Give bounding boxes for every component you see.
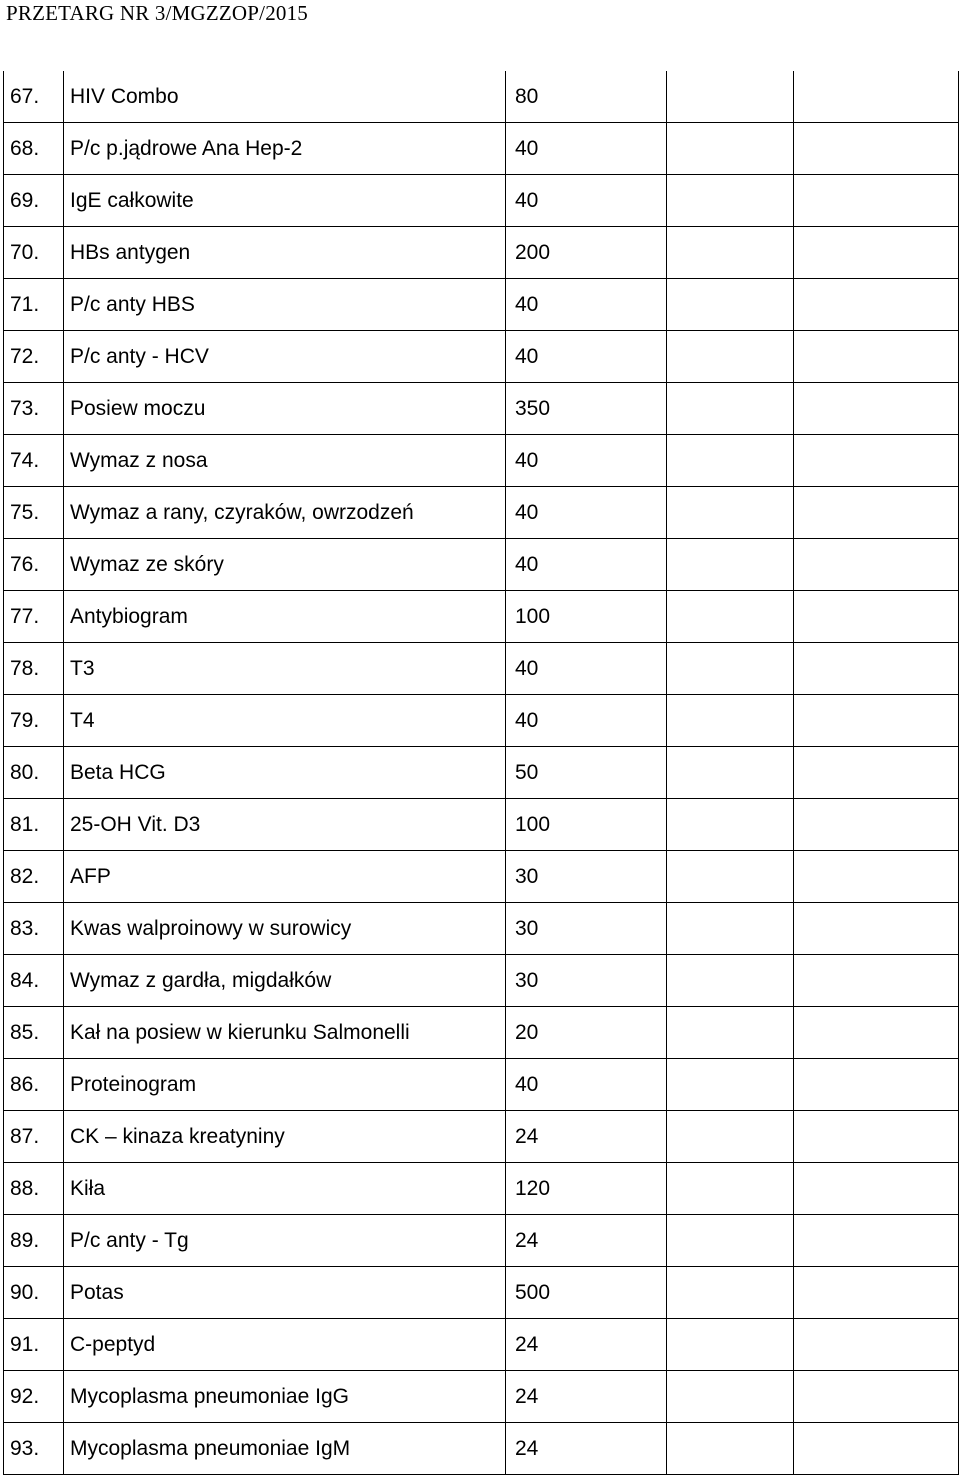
- quantity-cell: 100: [506, 799, 667, 851]
- empty-cell: [667, 1267, 794, 1319]
- test-name-cell: HIV Combo: [64, 71, 506, 123]
- empty-cell: [667, 799, 794, 851]
- empty-cell: [794, 799, 959, 851]
- empty-cell: [667, 955, 794, 1007]
- quantity-cell: 120: [506, 1163, 667, 1215]
- row-number-cell: 93.: [4, 1423, 64, 1475]
- empty-cell: [667, 175, 794, 227]
- empty-cell: [667, 747, 794, 799]
- empty-cell: [794, 1007, 959, 1059]
- quantity-cell: 40: [506, 695, 667, 747]
- row-number-cell: 78.: [4, 643, 64, 695]
- test-name-cell: Kał na posiew w kierunku Salmonelli: [64, 1007, 506, 1059]
- empty-cell: [667, 1059, 794, 1111]
- row-number-cell: 81.: [4, 799, 64, 851]
- table-row: [4, 799, 959, 851]
- empty-cell: [667, 279, 794, 331]
- quantity-cell: 40: [506, 487, 667, 539]
- row-number-cell: 86.: [4, 1059, 64, 1111]
- test-name-cell: Mycoplasma pneumoniae IgG: [64, 1371, 506, 1423]
- test-name-cell: Wymaz ze skóry: [64, 539, 506, 591]
- quantity-cell: 40: [506, 175, 667, 227]
- document-header: PRZETARG NR 3/MGZZOP/2015: [6, 1, 309, 25]
- row-number-cell: 75.: [4, 487, 64, 539]
- empty-cell: [794, 71, 959, 123]
- quantity-cell: 30: [506, 903, 667, 955]
- table-row: [4, 1215, 959, 1267]
- test-name-cell: T3: [64, 643, 506, 695]
- test-name-cell: IgE całkowite: [64, 175, 506, 227]
- empty-cell: [794, 1059, 959, 1111]
- table-row: [4, 123, 959, 175]
- row-number-cell: 68.: [4, 123, 64, 175]
- items-table-body: [4, 71, 959, 1475]
- row-number-cell: 72.: [4, 331, 64, 383]
- table-row: [4, 175, 959, 227]
- empty-cell: [667, 1111, 794, 1163]
- test-name-cell: Proteinogram: [64, 1059, 506, 1111]
- test-name-cell: Beta HCG: [64, 747, 506, 799]
- table-row: [4, 71, 959, 123]
- empty-cell: [667, 487, 794, 539]
- table-row: [4, 851, 959, 903]
- empty-cell: [667, 435, 794, 487]
- row-number-cell: 70.: [4, 227, 64, 279]
- empty-cell: [667, 1007, 794, 1059]
- empty-cell: [794, 175, 959, 227]
- table-row: [4, 331, 959, 383]
- table-row: [4, 643, 959, 695]
- empty-cell: [667, 1215, 794, 1267]
- table-row: [4, 955, 959, 1007]
- empty-cell: [667, 1163, 794, 1215]
- empty-cell: [667, 643, 794, 695]
- empty-cell: [667, 851, 794, 903]
- empty-cell: [794, 123, 959, 175]
- test-name-cell: Wymaz a rany, czyraków, owrzodzeń: [64, 487, 506, 539]
- row-number-cell: 79.: [4, 695, 64, 747]
- quantity-cell: 40: [506, 279, 667, 331]
- empty-cell: [667, 123, 794, 175]
- empty-cell: [794, 227, 959, 279]
- row-number-cell: 91.: [4, 1319, 64, 1371]
- test-name-cell: Wymaz z nosa: [64, 435, 506, 487]
- row-number-cell: 71.: [4, 279, 64, 331]
- empty-cell: [794, 331, 959, 383]
- quantity-cell: 100: [506, 591, 667, 643]
- table-row: [4, 1111, 959, 1163]
- empty-cell: [667, 227, 794, 279]
- quantity-cell: 24: [506, 1423, 667, 1475]
- empty-cell: [794, 539, 959, 591]
- table-row: [4, 227, 959, 279]
- empty-cell: [667, 1319, 794, 1371]
- row-number-cell: 90.: [4, 1267, 64, 1319]
- row-number-cell: 76.: [4, 539, 64, 591]
- empty-cell: [794, 1111, 959, 1163]
- row-number-cell: 85.: [4, 1007, 64, 1059]
- quantity-cell: 40: [506, 331, 667, 383]
- empty-cell: [667, 331, 794, 383]
- quantity-cell: 24: [506, 1111, 667, 1163]
- table-row: [4, 539, 959, 591]
- quantity-cell: 50: [506, 747, 667, 799]
- row-number-cell: 87.: [4, 1111, 64, 1163]
- row-number-cell: 73.: [4, 383, 64, 435]
- test-name-cell: T4: [64, 695, 506, 747]
- row-number-cell: 69.: [4, 175, 64, 227]
- row-number-cell: 74.: [4, 435, 64, 487]
- empty-cell: [794, 1423, 959, 1475]
- empty-cell: [794, 695, 959, 747]
- empty-cell: [667, 695, 794, 747]
- table-row: [4, 383, 959, 435]
- quantity-cell: 200: [506, 227, 667, 279]
- empty-cell: [667, 1423, 794, 1475]
- test-name-cell: CK – kinaza kreatyniny: [64, 1111, 506, 1163]
- quantity-cell: 40: [506, 435, 667, 487]
- row-number-cell: 77.: [4, 591, 64, 643]
- quantity-cell: 40: [506, 123, 667, 175]
- row-number-cell: 80.: [4, 747, 64, 799]
- quantity-cell: 40: [506, 539, 667, 591]
- quantity-cell: 350: [506, 383, 667, 435]
- empty-cell: [794, 279, 959, 331]
- table-row: [4, 1319, 959, 1371]
- quantity-cell: 20: [506, 1007, 667, 1059]
- row-number-cell: 89.: [4, 1215, 64, 1267]
- row-number-cell: 92.: [4, 1371, 64, 1423]
- table-row: [4, 1267, 959, 1319]
- table-row: [4, 903, 959, 955]
- table-row: [4, 695, 959, 747]
- table-row: [4, 435, 959, 487]
- empty-cell: [667, 1371, 794, 1423]
- test-name-cell: P/c p.jądrowe Ana Hep-2: [64, 123, 506, 175]
- quantity-cell: 40: [506, 643, 667, 695]
- row-number-cell: 88.: [4, 1163, 64, 1215]
- empty-cell: [794, 1163, 959, 1215]
- table-row: [4, 487, 959, 539]
- empty-cell: [794, 1371, 959, 1423]
- empty-cell: [794, 1319, 959, 1371]
- empty-cell: [794, 591, 959, 643]
- empty-cell: [794, 747, 959, 799]
- row-number-cell: 84.: [4, 955, 64, 1007]
- test-name-cell: AFP: [64, 851, 506, 903]
- empty-cell: [667, 903, 794, 955]
- table-row: [4, 1423, 959, 1475]
- empty-cell: [794, 903, 959, 955]
- test-name-cell: HBs antygen: [64, 227, 506, 279]
- table-row: [4, 591, 959, 643]
- test-name-cell: 25-OH Vit. D3: [64, 799, 506, 851]
- test-name-cell: Kiła: [64, 1163, 506, 1215]
- test-name-cell: P/c anty - HCV: [64, 331, 506, 383]
- table-row: [4, 279, 959, 331]
- row-number-cell: 82.: [4, 851, 64, 903]
- empty-cell: [667, 71, 794, 123]
- empty-cell: [794, 643, 959, 695]
- test-name-cell: Posiew moczu: [64, 383, 506, 435]
- empty-cell: [667, 539, 794, 591]
- test-name-cell: Kwas walproinowy w surowicy: [64, 903, 506, 955]
- test-name-cell: P/c anty HBS: [64, 279, 506, 331]
- quantity-cell: 40: [506, 1059, 667, 1111]
- quantity-cell: 80: [506, 71, 667, 123]
- quantity-cell: 24: [506, 1319, 667, 1371]
- table-row: [4, 747, 959, 799]
- row-number-cell: 83.: [4, 903, 64, 955]
- empty-cell: [667, 383, 794, 435]
- quantity-cell: 24: [506, 1215, 667, 1267]
- quantity-cell: 24: [506, 1371, 667, 1423]
- quantity-cell: 500: [506, 1267, 667, 1319]
- empty-cell: [794, 487, 959, 539]
- table-row: [4, 1059, 959, 1111]
- test-name-cell: Potas: [64, 1267, 506, 1319]
- empty-cell: [667, 591, 794, 643]
- test-name-cell: Mycoplasma pneumoniae IgM: [64, 1423, 506, 1475]
- test-name-cell: P/c anty - Tg: [64, 1215, 506, 1267]
- empty-cell: [794, 1267, 959, 1319]
- quantity-cell: 30: [506, 955, 667, 1007]
- table-row: [4, 1007, 959, 1059]
- empty-cell: [794, 435, 959, 487]
- empty-cell: [794, 955, 959, 1007]
- test-name-cell: Wymaz z gardła, migdałków: [64, 955, 506, 1007]
- empty-cell: [794, 1215, 959, 1267]
- quantity-cell: 30: [506, 851, 667, 903]
- row-number-cell: 67.: [4, 71, 64, 123]
- table-row: [4, 1371, 959, 1423]
- empty-cell: [794, 851, 959, 903]
- test-name-cell: C-peptyd: [64, 1319, 506, 1371]
- empty-cell: [794, 383, 959, 435]
- items-table: [3, 71, 959, 1475]
- test-name-cell: Antybiogram: [64, 591, 506, 643]
- table-row: [4, 1163, 959, 1215]
